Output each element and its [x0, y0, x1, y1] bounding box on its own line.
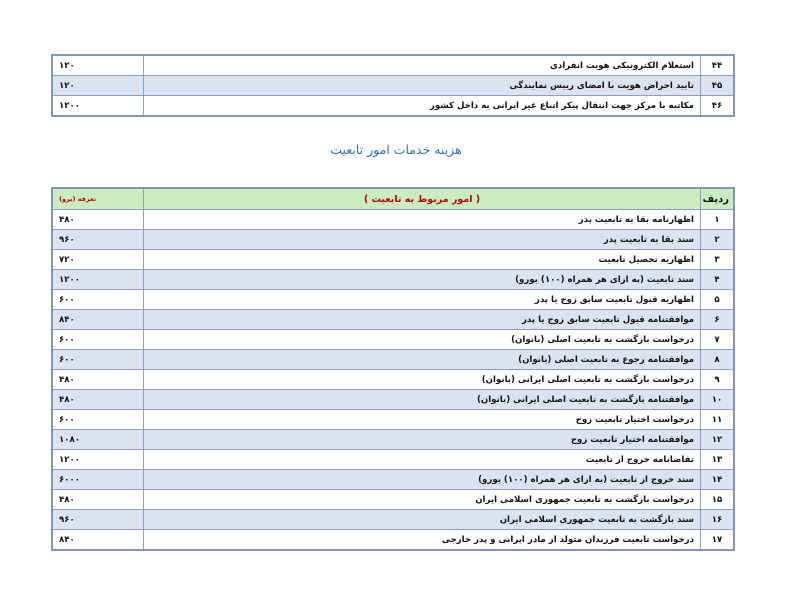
service-title: سند بقا به تابعیت پدر	[144, 230, 701, 250]
fee-value: ۴۸۰	[52, 390, 144, 410]
row-number: ۴	[701, 270, 735, 290]
service-title: تایید احراض هویت با امضای رییس نمایندگی	[144, 76, 701, 96]
row-number: ۸	[701, 350, 735, 370]
fee-value: ۶۰۰	[52, 350, 144, 370]
service-title: سند تابعیت (به ازای هر همراه (۱۰۰) یورو)	[144, 270, 701, 290]
row-number: ۱۱	[701, 410, 735, 430]
table-row	[52, 230, 734, 250]
fee-value: ۶۰۰۰	[52, 470, 144, 490]
row-number: ۷	[701, 330, 735, 350]
table-row	[52, 470, 734, 490]
table-row	[52, 350, 734, 370]
header-service-title: ( امور مربوط به تابعیت )	[144, 188, 701, 210]
service-title: موافقتنامه بازگشت به تابعیت اصلی ایرانی (بانوان)	[144, 390, 701, 410]
fee-value: ۶۰۰	[52, 410, 144, 430]
row-number: ۴۶	[701, 96, 735, 117]
service-title: موافقتنامه رجوع به تابعیت اصلی (بانوان)	[144, 350, 701, 370]
row-number: ۹	[701, 370, 735, 390]
service-title: درخواست اختیار تابعیت زوج	[144, 410, 701, 430]
service-title: موافقتنامه قبول تابعیت سابق زوج یا پدر	[144, 310, 701, 330]
fee-value: ۱۲۰۰	[52, 270, 144, 290]
service-title: مکاتبه با مرکز جهت انتقال پیکر اتباع غیر ایرانی به داخل کشور	[144, 96, 701, 117]
row-number: ۱۵	[701, 490, 735, 510]
table-row	[52, 330, 734, 350]
fee-value: ۱۲۰	[52, 76, 144, 96]
row-number: ۱۲	[701, 430, 735, 450]
table-row	[52, 270, 734, 290]
row-number: ۱۳	[701, 450, 735, 470]
row-number: ۱۴	[701, 470, 735, 490]
table-header-row	[52, 188, 734, 210]
row-number: ۲	[701, 230, 735, 250]
fee-value: ۹۶۰	[52, 230, 144, 250]
table-row	[52, 96, 734, 117]
row-number: ۶	[701, 310, 735, 330]
service-title: موافقتنامه اختیار تابعیت زوج	[144, 430, 701, 450]
fee-value: ۸۴۰	[52, 530, 144, 551]
service-title: سند بازگشت به تابعیت جمهوری اسلامی ایران	[144, 510, 701, 530]
fee-value: ۱۰۸۰	[52, 430, 144, 450]
fee-value: ۶۰۰	[52, 330, 144, 350]
fee-value: ۹۶۰	[52, 510, 144, 530]
table-row	[52, 290, 734, 310]
table-row	[52, 370, 734, 390]
fee-value: ۴۸۰	[52, 210, 144, 230]
header-row-number: ردیف	[701, 188, 735, 210]
table-row	[52, 410, 734, 430]
fee-value: ۸۴۰	[52, 310, 144, 330]
citizenship-fees-table	[51, 187, 735, 551]
row-number: ۱۷	[701, 530, 735, 551]
row-number: ۱۰	[701, 390, 735, 410]
service-title: سند خروج از تابعیت (به ازای هر همراه (۱۰۰) یورو)	[144, 470, 701, 490]
fee-value: ۴۸۰	[52, 370, 144, 390]
table-row	[52, 530, 734, 551]
table-row	[52, 210, 734, 230]
table-row	[52, 55, 734, 76]
service-title: استعلام الکترونیکی هویت انفرادی	[144, 55, 701, 76]
service-title: اظهاریه تحصیل تابعیت	[144, 250, 701, 270]
table-row	[52, 250, 734, 270]
table-row	[52, 390, 734, 410]
section-heading: هزینه خدمات امور تابعیت	[330, 142, 462, 157]
row-number: ۱۶	[701, 510, 735, 530]
fee-value: ۱۲۰۰	[52, 450, 144, 470]
service-title: درخواست بازگشت به تابعیت اصلی (بانوان)	[144, 330, 701, 350]
fee-value: ۶۰۰	[52, 290, 144, 310]
table-row	[52, 450, 734, 470]
row-number: ۱	[701, 210, 735, 230]
service-title: درخواست بازگشت به تابعیت جمهوری اسلامی ایران	[144, 490, 701, 510]
fee-value: ۴۸۰	[52, 490, 144, 510]
row-number: ۳	[701, 250, 735, 270]
service-title: تقاضانامه خروج از تابعیت	[144, 450, 701, 470]
row-number: ۴۵	[701, 76, 735, 96]
table-row	[52, 430, 734, 450]
header-fee: تعرفه (یرو)	[52, 188, 144, 210]
table-row	[52, 76, 734, 96]
table-row	[52, 510, 734, 530]
fee-value: ۱۲۰۰	[52, 96, 144, 117]
service-title: اظهارنامه بقا به تابعیت پدر	[144, 210, 701, 230]
fee-value: ۱۲۰	[52, 55, 144, 76]
row-number: ۵	[701, 290, 735, 310]
row-number: ۴۴	[701, 55, 735, 76]
table-row	[52, 310, 734, 330]
service-title: اظهاریه قبول تابعیت سابق زوج یا پدر	[144, 290, 701, 310]
fee-value: ۷۲۰	[52, 250, 144, 270]
service-title: درخواست تابعیت فرزندان متولد از مادر ایرانی و پدر خارجی	[144, 530, 701, 551]
service-title: درخواست بازگشت به تابعیت اصلی ایرانی (بانوان)	[144, 370, 701, 390]
fees-table-continued	[51, 54, 735, 117]
table-row	[52, 490, 734, 510]
